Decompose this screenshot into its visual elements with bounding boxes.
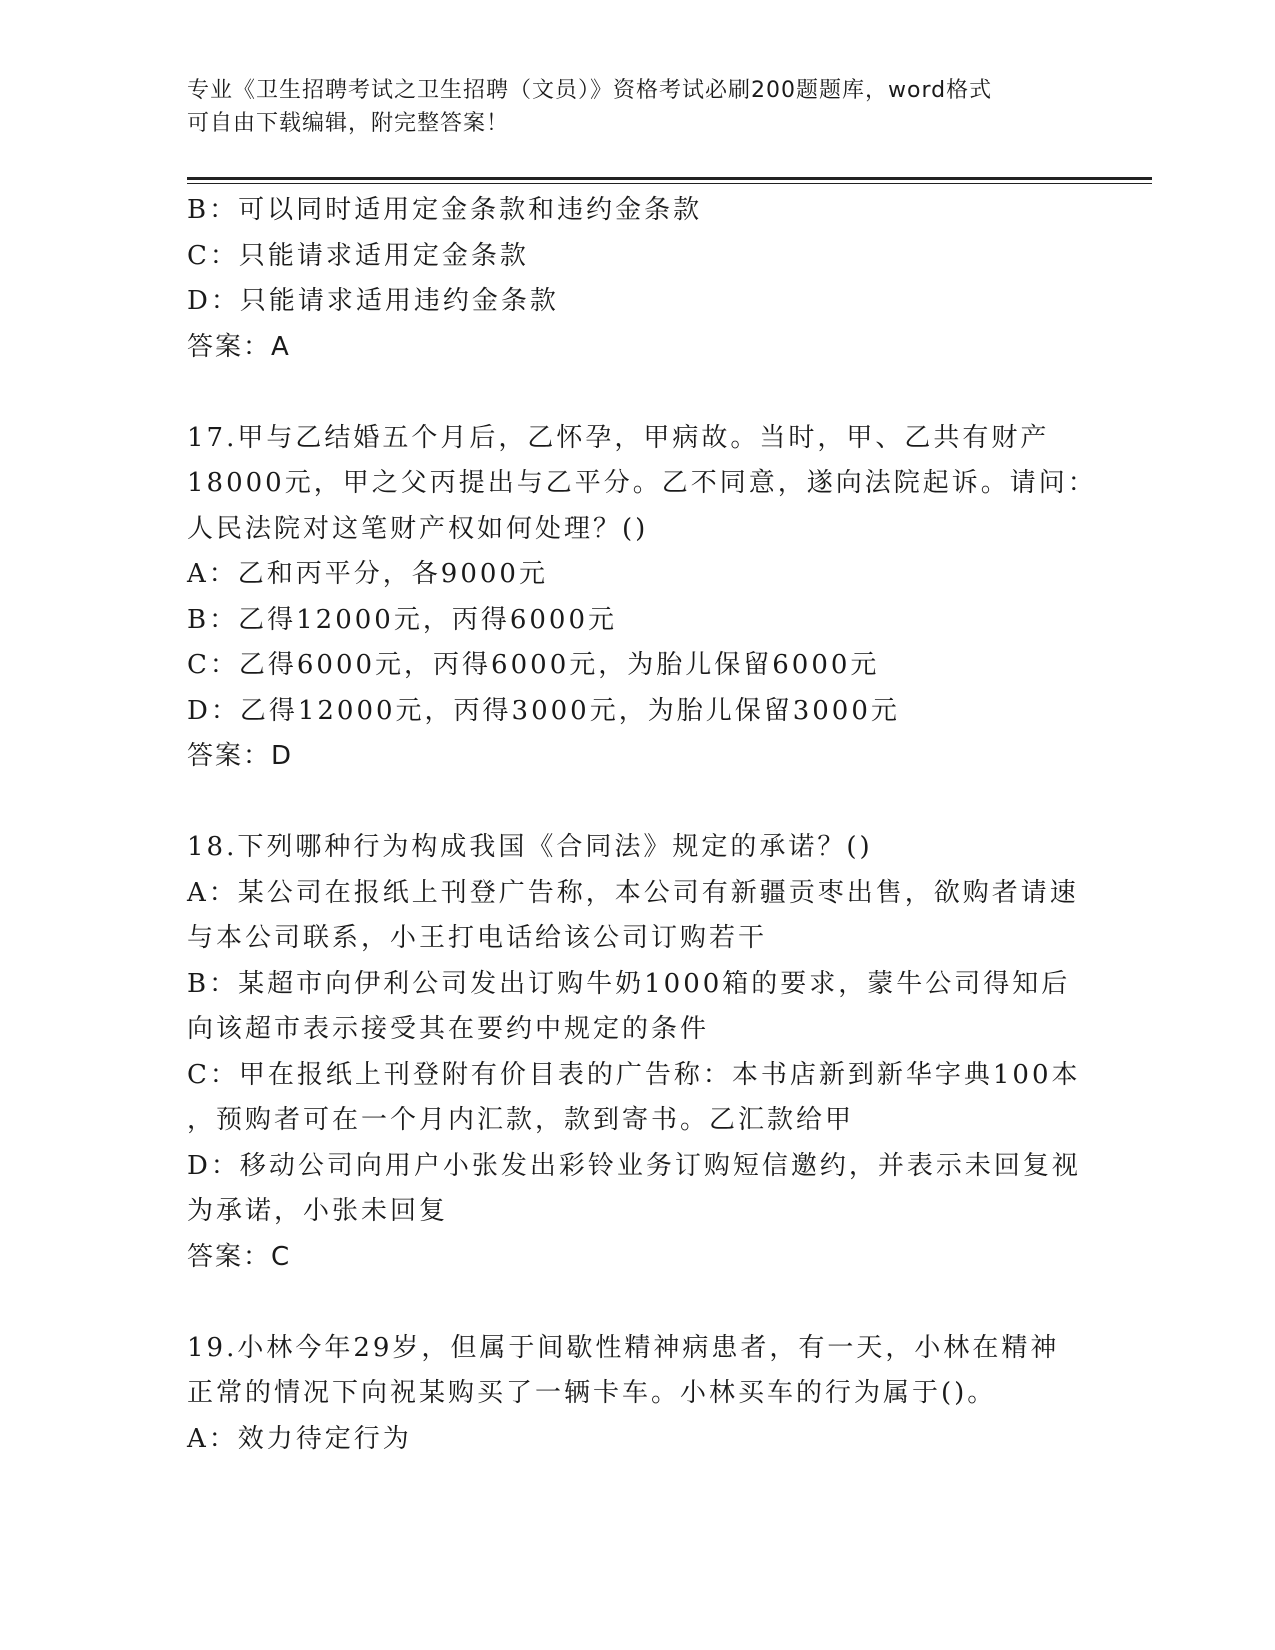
- spacer: [187, 1280, 1087, 1326]
- option-c: C：乙得6000元，丙得6000元，为胎儿保留6000元: [187, 650, 880, 680]
- header-line-1: 专业《卫生招聘考试之卫生招聘（文员）》资格考试必刷200题题库，word格式: [187, 78, 993, 103]
- question-18: [187, 825, 1087, 1280]
- question-stem: 19.小林今年29岁，但属于间歇性精神病患者，有一天，小林在精神: [187, 1332, 1060, 1363]
- question-stem: 正常的情况下向祝某购买了一辆卡车。小林买车的行为属于()。: [187, 1378, 997, 1408]
- option-a-continued: 与本公司联系，小王打电话给该公司订购若干: [187, 923, 768, 953]
- option-a: A：某公司在报纸上刊登广告称，本公司有新疆贡枣出售，欲购者请速: [187, 877, 1079, 908]
- document-header: [187, 74, 1087, 140]
- document-body: [187, 188, 1097, 1462]
- answer: 答案：C: [187, 1241, 292, 1272]
- spacer: [187, 780, 1087, 826]
- option-b-continued: 向该超市表示接受其在要约中规定的条件: [187, 1014, 710, 1044]
- question-stem: 人民法院对这笔财产权如何处理？(): [187, 513, 649, 544]
- header-divider-thick: [187, 177, 1152, 180]
- option-d: D：移动公司向用户小张发出彩铃业务订购短信邀约，并表示未回复视: [187, 1150, 1081, 1181]
- option-d: D：只能请求适用违约金条款: [187, 286, 559, 316]
- question-stem: 17.甲与乙结婚五个月后，乙怀孕，甲病故。当时，甲、乙共有财产: [187, 422, 1050, 453]
- header-divider-thin: [187, 183, 1152, 184]
- answer: 答案：D: [187, 741, 294, 771]
- option-a: A：乙和丙平分，各9000元: [187, 559, 548, 589]
- option-c: C：甲在报纸上刊登附有价目表的广告称：本书店新到新华字典100本: [187, 1059, 1081, 1090]
- answer: 答案：A: [187, 331, 291, 362]
- option-c-continued: ，预购者可在一个月内汇款，款到寄书。乙汇款给甲: [187, 1105, 855, 1135]
- question-17: [187, 416, 1097, 780]
- header-line-2: 可自由下载编辑，附完整答案！: [187, 111, 510, 136]
- question-16-continued: [187, 188, 1087, 370]
- option-b: B：乙得12000元，丙得6000元: [187, 604, 617, 635]
- question-stem: 18.下列哪种行为构成我国《合同法》规定的承诺？(): [187, 832, 873, 862]
- spacer: [187, 370, 1087, 416]
- question-19: [187, 1326, 1087, 1463]
- option-a: A：效力待定行为: [187, 1423, 412, 1454]
- option-d-continued: 为承诺，小张未回复: [187, 1196, 449, 1226]
- option-d: D：乙得12000元，丙得3000元，为胎儿保留3000元: [187, 695, 900, 726]
- option-b: B：可以同时适用定金条款和违约金条款: [187, 195, 703, 225]
- question-stem: 18000元，甲之父丙提出与乙平分。乙不同意，遂向法院起诉。请问：: [187, 468, 1097, 498]
- option-b: B：某超市向伊利公司发出订购牛奶1000箱的要求，蒙牛公司得知后: [187, 968, 1071, 999]
- option-c: C：只能请求适用定金条款: [187, 240, 529, 271]
